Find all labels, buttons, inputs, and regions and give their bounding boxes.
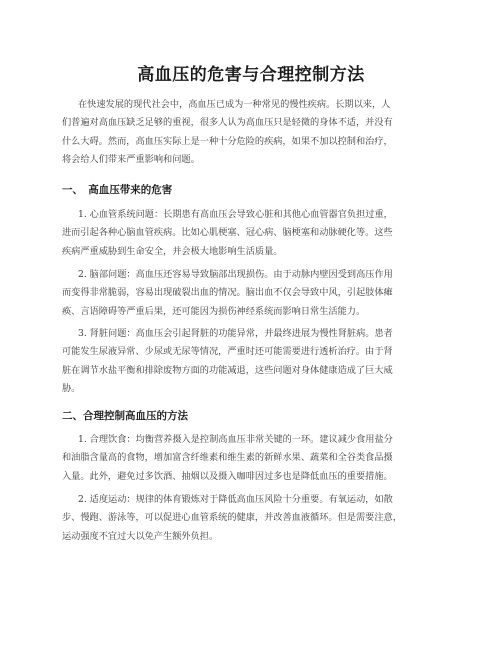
paragraph-line: 进而引起各种心脑血管疾病。比如心肌梗塞、冠心病、脑梗塞和动脉硬化等。这些 [62,227,393,239]
section-heading-harms: 一、 高血压带来的危害 [62,184,173,196]
paragraph-line: 2. 适度运动：规律的体育锻炼对于降低高血压风险十分重要。有氧运动，如散 [78,494,393,505]
method-item-diet [62,431,442,486]
paragraph-line: 1. 合理饮食：均衡营养摄入是控制高血压非常关键的一环。建议减少食用盐分 [78,434,393,445]
intro-paragraph [62,96,442,170]
harm-item-brain [62,266,442,321]
paragraph-line: 脏在调节水盐平衡和排除废物方面的功能减退，这些问题对身体健康造成了巨大威 [62,364,393,376]
intro-line: 们普遍对高血压缺乏足够的重视，很多人认为高血压只是轻微的身体不适，并没有 [62,117,393,129]
paragraph-line: 2. 脑部问题：高血压还容易导致脑部出现损伤。由于动脉内壁因受到高压作用 [78,269,393,280]
section-heading-control: 二、合理控制高血压的方法 [62,410,188,422]
paragraph-line: 运动强度不宜过大以免产生额外负担。 [62,530,219,542]
paragraph-line: 而变得非常脆弱，容易出现破裂出血的情况。脑出血不仅会导致中风，引起肢体瘫 [62,287,393,299]
intro-line: 将会给人们带来严重影响和问题。 [62,154,200,166]
paragraph-line: 步、慢跑、游泳等，可以促进心血管系统的健康，并改善血液循环。但是需要注意， [62,512,402,524]
paragraph-line: 疾病严重威胁到生命安全，并会极大地影响生活质量。 [62,245,283,257]
paragraph-line: 痪、言语障碍等严重后果，还可能因为损伤神经系统而影响日常生活能力。 [62,305,366,317]
intro-line: 什么大碍。然而，高血压实际上是一种十分危险的疾病，如果不加以控制和治疗， [62,135,393,147]
method-item-exercise [62,491,442,546]
paragraph-line: 1. 心血管系统问题：长期患有高血压会导致心脏和其他心血管器官负担过重， [78,209,393,220]
paragraph-line: 可能发生尿液异常、少尿或无尿等情况，严重时还可能需要进行透析治疗。由于肾 [62,346,393,358]
paragraph-line: 胁。 [62,383,81,395]
paragraph-line: 3. 肾脏问题：高血压会引起肾脏的功能异常，并最终进展为慢性肾脏病。患者 [78,328,393,339]
document-title: 高血压的危害与合理控制方法 [137,65,365,85]
intro-line: 在快速发展的现代社会中，高血压已成为一种常见的慢性疾病。长期以来，人 [78,99,391,110]
paragraph-line: 入量。此外，避免过多饮酒、抽烟以及摄入咖啡因过多也是降低血压的重要措施。 [62,470,393,482]
harm-item-kidney [62,325,442,399]
paragraph-line: 和油脂含量高的食物，增加富含纤维素和维生素的新鲜水果、蔬菜和全谷类食品摄 [62,452,393,464]
harm-item-cardiovascular [62,206,442,261]
